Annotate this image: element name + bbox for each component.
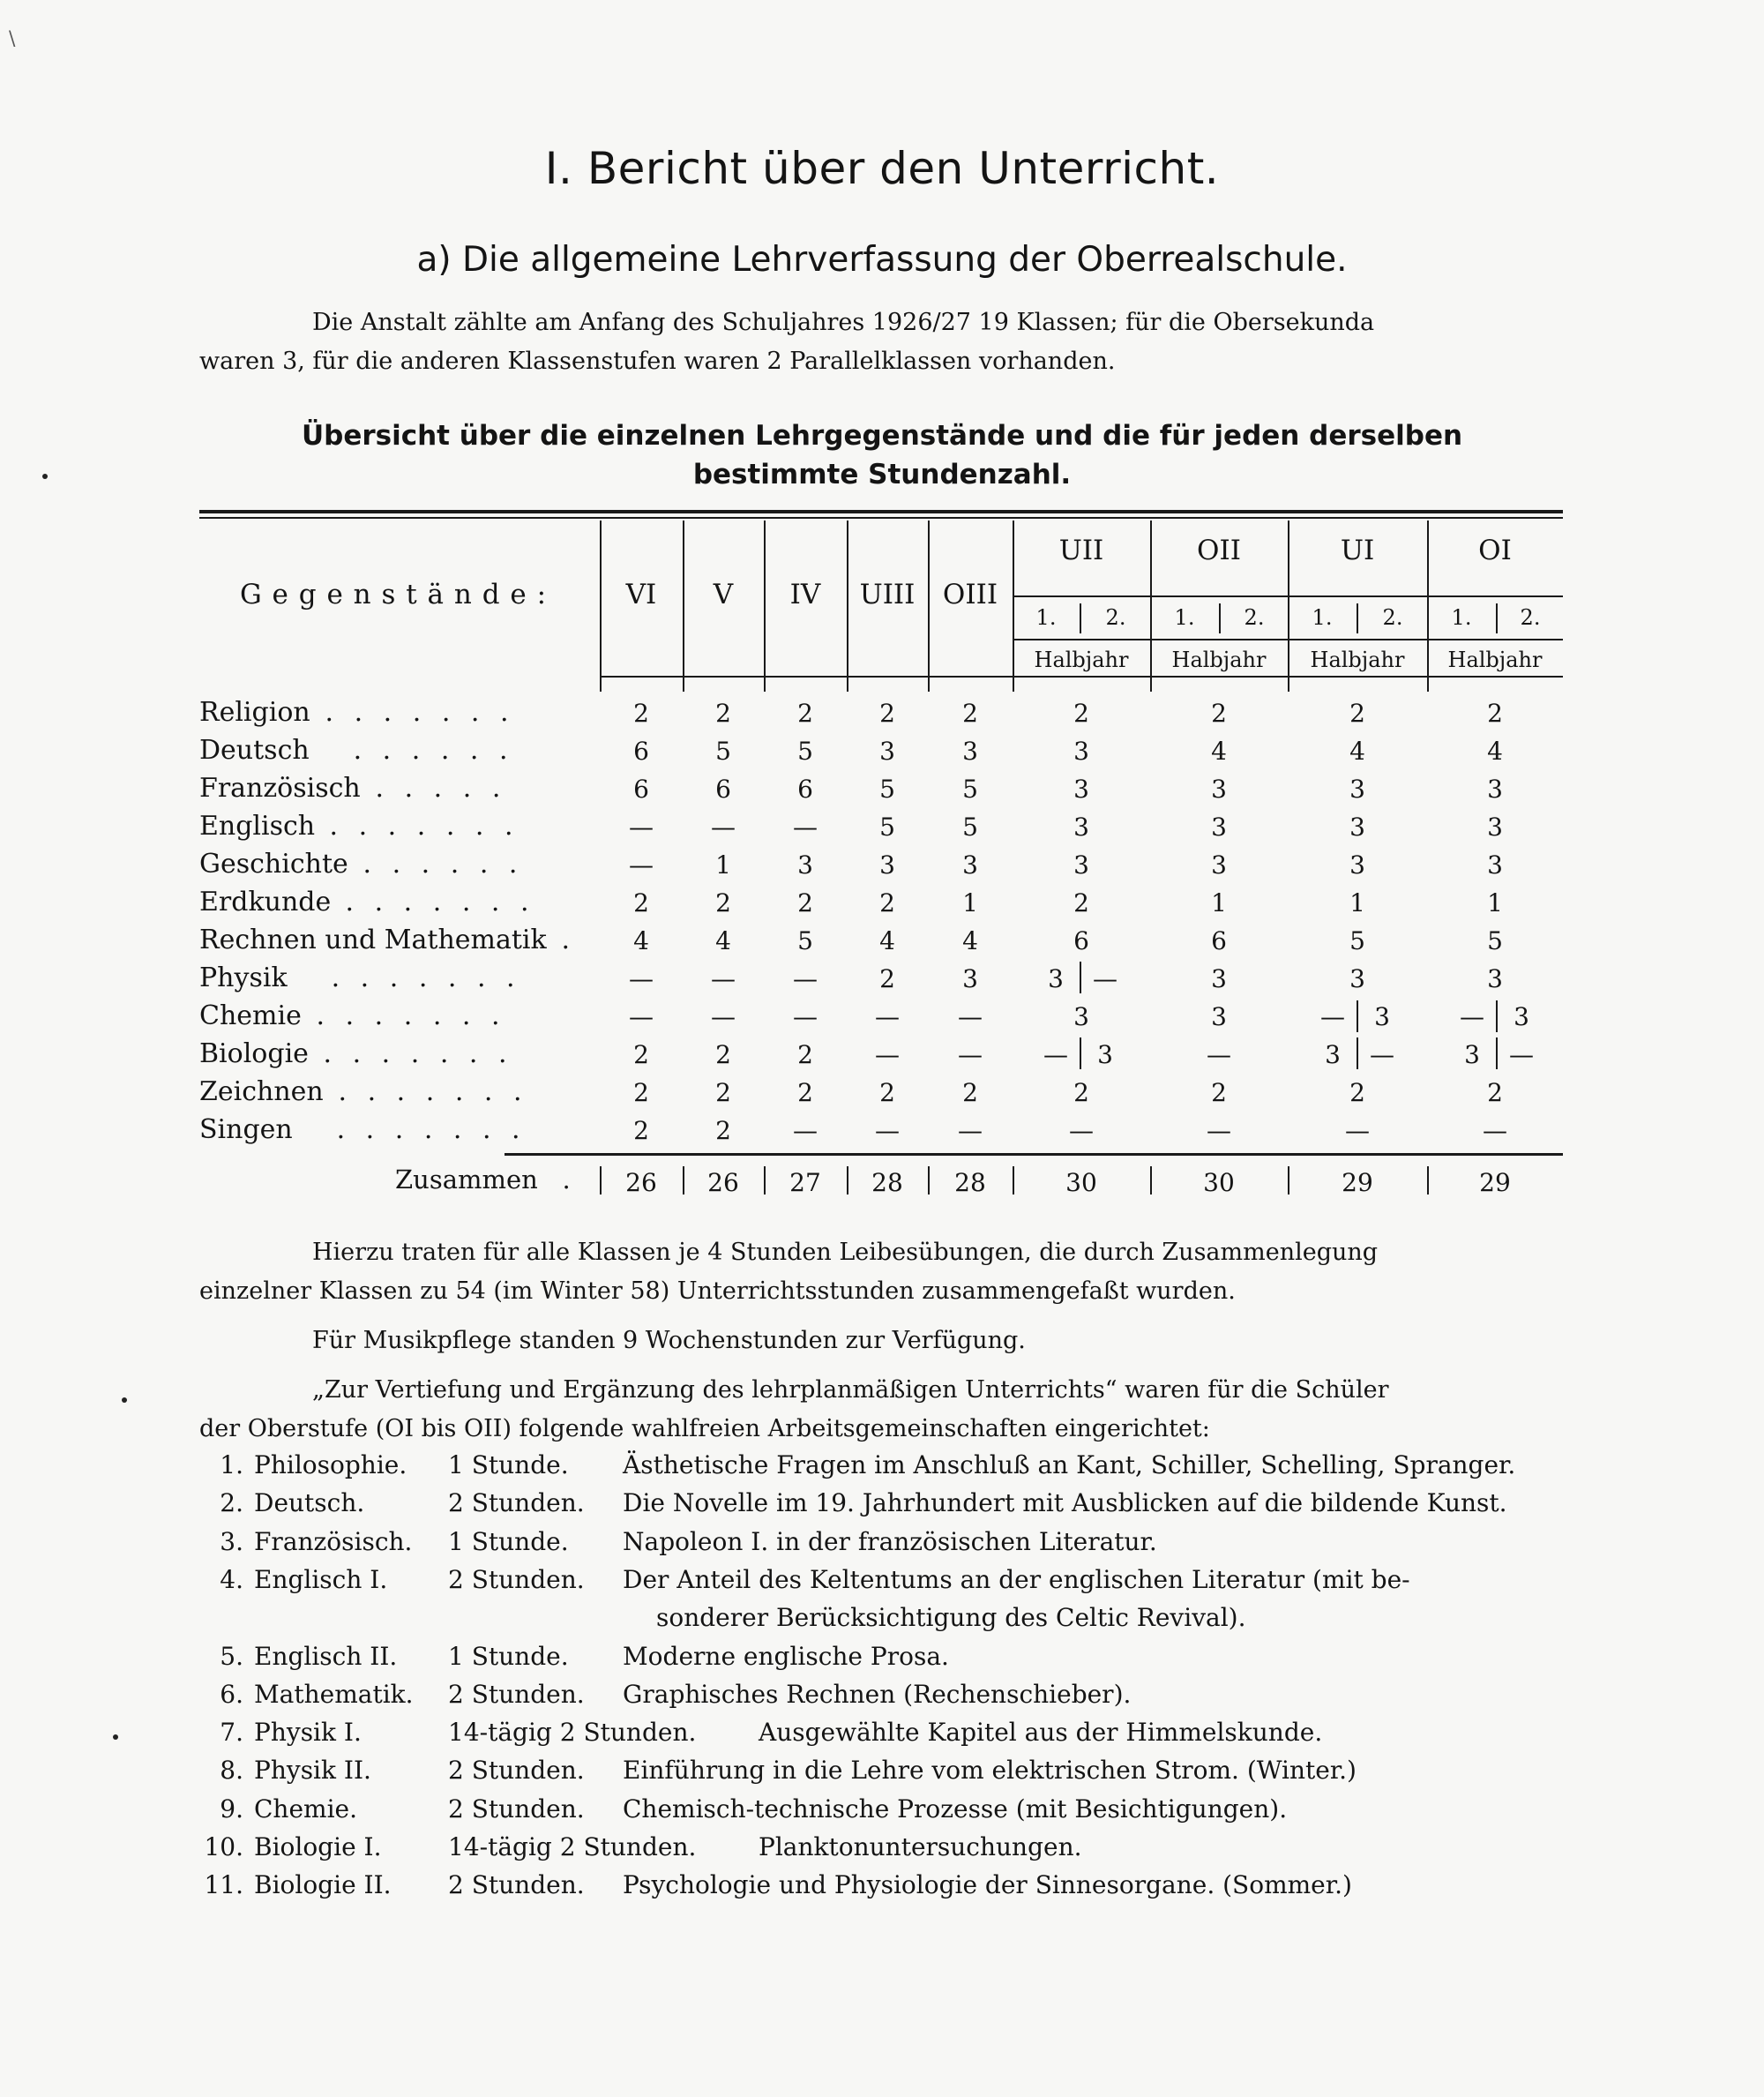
half-1-uii: 1. [1035, 605, 1057, 630]
dot-leader: . . . . . . . [302, 1000, 506, 1031]
table-cell: 2 [879, 964, 895, 993]
half-1-oi: 1. [1451, 605, 1472, 630]
dot-leader: . . . . . . . [310, 697, 515, 728]
table-cell: 3 [1487, 850, 1503, 880]
table-cell: — [711, 813, 736, 842]
table-cell: — [1207, 1116, 1231, 1145]
table-top-rule [199, 510, 1563, 513]
table-cell: — [793, 813, 818, 842]
course-item [199, 1870, 1575, 1909]
table-cell: 2 [715, 1040, 731, 1069]
group-header-ui: UI [1340, 535, 1375, 566]
half-2-uii: 2. [1105, 605, 1126, 630]
table-cell: — [1483, 1116, 1507, 1145]
table-cell: 3 [1073, 737, 1089, 766]
table-cell: 2 [1073, 699, 1089, 728]
course-subject: Mathematik. [254, 1679, 414, 1709]
subject-chemie: Chemie [199, 1000, 302, 1031]
subject-physik: Physik [199, 962, 288, 993]
course-topic: Ästhetische Fragen im Anschluß an Kant, Schiller, Schelling, Spranger. [623, 1450, 1516, 1479]
table-cell: 4 [1487, 737, 1503, 766]
col-rule [1427, 521, 1429, 676]
dot-leader: . . . . . . . [331, 887, 535, 917]
table-cell: — [629, 850, 654, 880]
table-cell: 3 [1211, 775, 1227, 804]
header-group-rule [1013, 595, 1563, 597]
col-header-uiii: UIII [859, 579, 916, 610]
table-cell: 2 [1487, 699, 1503, 728]
table-cell: 2 [879, 699, 895, 728]
subject-singen: Singen [199, 1114, 293, 1145]
music-line: Für Musikpflege standen 9 Wochenstunden zur Verfügung. [312, 1327, 1026, 1354]
col-tick [1013, 678, 1014, 692]
table-cell: 2 [879, 1078, 895, 1107]
split-mark [1080, 962, 1081, 993]
table-cell: 3 [1349, 775, 1365, 804]
course-item [199, 1756, 1575, 1794]
dot-leader: . . . . . . . [293, 1114, 527, 1145]
half-rule [1496, 603, 1498, 633]
table-cell: 4 [1349, 737, 1365, 766]
table-cell: 2 [797, 1078, 813, 1107]
table-cell: 3 [1211, 850, 1227, 880]
total-cell: 26 [707, 1168, 739, 1197]
table-cell: 3 [1211, 1002, 1227, 1031]
dot-leader: . . . . . . [310, 735, 514, 766]
dot-leader: . . . . . . . [288, 962, 521, 993]
col-header-v: V [713, 579, 734, 610]
course-subject: Physik II. [254, 1756, 371, 1786]
course-number: 6. [220, 1679, 243, 1709]
scan-dot [42, 474, 48, 479]
col-rule [1013, 521, 1014, 676]
course-item [199, 1718, 1575, 1756]
table-cell: 2 [715, 1116, 731, 1145]
course-number: 9. [220, 1794, 243, 1824]
subject-zeichnen: Zeichnen [199, 1076, 324, 1107]
dot-leader: . . . . . . . [315, 811, 519, 842]
col-tick [1288, 678, 1289, 692]
halbjahr-uii: Halbjahr [1034, 648, 1129, 672]
table-cell: — [1345, 1116, 1370, 1145]
group-header-oii: OII [1197, 535, 1241, 566]
course-number: 4. [220, 1564, 243, 1594]
table-cell: — [711, 964, 736, 993]
table-cell: 6 [1073, 926, 1089, 955]
table-cell: 2 [1349, 1078, 1365, 1107]
half-rule [1219, 603, 1221, 633]
course-subject: Biologie II. [254, 1870, 392, 1900]
dot-leader: . . . . . . . [309, 1038, 513, 1069]
table-cell: 3 [879, 850, 895, 880]
halbjahr-oii: Halbjahr [1171, 648, 1267, 672]
col-tick [1150, 678, 1152, 692]
working-groups-line-2: der Oberstufe (OI bis OII) folgende wahlfreien Arbeitsgemeinschaften eingerichtet: [199, 1415, 1210, 1442]
table-cell-split: 3 [1514, 1002, 1529, 1031]
table-cell-split: — [1370, 1040, 1394, 1069]
course-topic: Psychologie und Physiologie der Sinnesorgane. (Sommer.) [623, 1870, 1352, 1900]
half-2-ui: 2. [1382, 605, 1403, 630]
table-cell: 3 [962, 850, 978, 880]
course-number: 7. [220, 1718, 243, 1748]
table-cell: 2 [1487, 1078, 1503, 1107]
table-cell: — [875, 1040, 900, 1069]
subject-deutsch: Deutsch [199, 735, 310, 766]
subject-religion: Religion [199, 697, 310, 728]
col-rule [847, 521, 848, 676]
scan-dot [122, 1397, 127, 1403]
subject-biologie: Biologie [199, 1038, 309, 1069]
col-header-iv: IV [789, 579, 821, 610]
course-subject: Biologie I. [254, 1832, 382, 1861]
col-rule [928, 521, 930, 676]
table-cell: 5 [879, 775, 895, 804]
course-item [199, 1527, 1575, 1566]
col-header-oiii: OIII [942, 579, 998, 610]
table-cell: — [793, 1002, 818, 1031]
table-cell: 3 [797, 850, 813, 880]
table-cell: — [1069, 1116, 1094, 1145]
dot-leader: . [547, 925, 577, 955]
table-cell: 2 [633, 1040, 649, 1069]
table-title-line-1: Übersicht über die einzelnen Lehrgegenstände und die für jeden derselben [301, 420, 1463, 452]
table-cell: 2 [1073, 888, 1089, 917]
group-header-oi: OI [1478, 535, 1512, 566]
table-cell: 2 [715, 1078, 731, 1107]
col-tick [1427, 678, 1429, 692]
table-cell-split: — [1509, 1040, 1534, 1069]
table-cell: — [958, 1040, 983, 1069]
course-subject: Englisch I. [254, 1564, 388, 1594]
intro-line-1: Die Anstalt zählte am Anfang des Schuljahres 1926/27 19 Klassen; für die Obersekunda [312, 309, 1375, 336]
course-topic: Napoleon I. in der französischen Literatur. [623, 1526, 1157, 1556]
table-cell-split: — [1320, 1002, 1345, 1031]
split-mark [1357, 1000, 1358, 1032]
col-tick [683, 678, 684, 692]
table-cell: 3 [1349, 813, 1365, 842]
col-header-vi: VI [625, 579, 657, 610]
col-rule [764, 521, 766, 676]
table-cell-split: — [1093, 964, 1117, 993]
course-topic: Moderne englische Prosa. [623, 1641, 949, 1671]
total-cell: 30 [1203, 1168, 1235, 1197]
sports-paragraph [199, 1233, 1565, 1311]
half-2-oi: 2. [1520, 605, 1541, 630]
course-hours: 2 Stunden. [448, 1564, 585, 1594]
subject-rechnen-und-mathematik: Rechnen und Mathematik [199, 925, 547, 955]
header-bottom-rule [600, 676, 1563, 678]
col-rule [1150, 521, 1152, 676]
sports-line-2: einzelner Klassen zu 54 (im Winter 58) Unterrichtsstunden zusammengefaßt wurden. [199, 1277, 1236, 1305]
col-tick [764, 678, 766, 692]
halbjahr-ui: Halbjahr [1310, 648, 1405, 672]
table-cell-split: — [1460, 1002, 1484, 1031]
course-item [199, 1832, 1575, 1871]
half-2-oii: 2. [1244, 605, 1265, 630]
table-cell: 2 [633, 1078, 649, 1107]
table-cell: 1 [962, 888, 978, 917]
table-cell: 3 [1487, 964, 1503, 993]
table-cell-split: 3 [1097, 1040, 1113, 1069]
table-cell: — [958, 1116, 983, 1145]
course-topic: Chemisch-technische Prozesse (mit Besichtigungen). [623, 1794, 1288, 1824]
col-rule [600, 521, 602, 676]
course-hours: 2 Stunden. [448, 1679, 585, 1709]
course-number: 11. [204, 1870, 243, 1900]
total-cell: 29 [1479, 1168, 1511, 1197]
course-hours: 14-tägig 2 Stunden. [448, 1718, 697, 1748]
course-item [199, 1488, 1575, 1527]
course-subject: Französisch. [254, 1526, 413, 1556]
table-cell: — [629, 813, 654, 842]
total-col-rule [1427, 1166, 1429, 1195]
table-cell: 3 [879, 737, 895, 766]
table-cell: 1 [1349, 888, 1365, 917]
table-cell: — [629, 964, 654, 993]
split-mark [1080, 1037, 1081, 1069]
table-cell: — [793, 964, 818, 993]
course-hours: 1 Stunde. [448, 1450, 569, 1479]
course-item [199, 1450, 1575, 1489]
course-subject: Chemie. [254, 1794, 358, 1824]
course-item [199, 1680, 1575, 1719]
col-tick [847, 678, 848, 692]
table-cell: 2 [797, 699, 813, 728]
split-mark [1496, 1037, 1498, 1069]
table-cell-split: 3 [1048, 964, 1064, 993]
dot-leader: . . . . . [361, 773, 507, 804]
table-cell: 6 [797, 775, 813, 804]
section-heading: I. Bericht über den Unterricht. [544, 143, 1220, 194]
totals-label: Zusammen . [395, 1165, 571, 1195]
col-tick [928, 678, 930, 692]
music-paragraph [199, 1322, 1565, 1360]
course-hours: 1 Stunde. [448, 1526, 569, 1556]
table-cell: 2 [633, 1116, 649, 1145]
group-header-uii: UII [1058, 535, 1104, 566]
table-cell: — [958, 1002, 983, 1031]
subjects-header: G e g e n s t ä n d e : [239, 579, 548, 610]
intro-paragraph [199, 303, 1565, 381]
table-cell: 4 [962, 926, 978, 955]
table-cell: 3 [1349, 850, 1365, 880]
course-subject: Physik I. [254, 1718, 362, 1748]
table-cell: 4 [879, 926, 895, 955]
dot-leader: . . . . . . [348, 849, 524, 880]
total-col-rule [1013, 1166, 1014, 1195]
table-cell: 2 [879, 888, 895, 917]
total-cell: 27 [789, 1168, 821, 1197]
table-cell-split: — [1043, 1040, 1068, 1069]
table-cell: 5 [1487, 926, 1503, 955]
total-col-rule [928, 1166, 930, 1195]
table-cell-split: 3 [1325, 1040, 1341, 1069]
table-title [282, 416, 1482, 494]
working-groups-line-1: „Zur Vertiefung und Ergänzung des lehrplanmäßigen Unterrichts“ waren für die Schüler [312, 1376, 1389, 1404]
table-cell-split: 3 [1374, 1002, 1390, 1031]
table-cell: 3 [1073, 1002, 1089, 1031]
col-tick [600, 678, 602, 692]
table-cell: 3 [1211, 813, 1227, 842]
total-col-rule [1288, 1166, 1289, 1195]
course-hours: 2 Stunden. [448, 1794, 585, 1824]
scan-dot [113, 1734, 118, 1740]
table-cell: — [793, 1116, 818, 1145]
total-col-rule [764, 1166, 766, 1195]
table-cell: — [875, 1116, 900, 1145]
col-rule [683, 521, 684, 676]
table-cell: 4 [1211, 737, 1227, 766]
half-rule [1357, 603, 1358, 633]
course-item [199, 1565, 1575, 1604]
course-number: 2. [220, 1488, 243, 1518]
table-cell: 2 [797, 1040, 813, 1069]
table-cell: — [629, 1002, 654, 1031]
total-col-rule [683, 1166, 684, 1195]
totals-rule [505, 1153, 1563, 1156]
table-cell: 2 [1211, 1078, 1227, 1107]
course-topic: Die Novelle im 19. Jahrhundert mit Ausblicken auf die bildende Kunst. [623, 1488, 1507, 1518]
halbjahr-oi: Halbjahr [1447, 648, 1543, 672]
table-cell: 2 [1073, 1078, 1089, 1107]
total-cell: 28 [871, 1168, 903, 1197]
intro-line-2: waren 3, für die anderen Klassenstufen waren 2 Parallelklassen vorhanden. [199, 348, 1116, 375]
table-title-line-2: bestimmte Stundenzahl. [692, 459, 1072, 491]
table-cell: 5 [797, 737, 813, 766]
split-mark [1357, 1037, 1358, 1069]
section-subheading: a) Die allgemeine Lehrverfassung der Oberrealschule. [416, 240, 1348, 280]
table-cell: 4 [633, 926, 649, 955]
course-number: 3. [220, 1526, 243, 1556]
table-cell: 3 [1211, 964, 1227, 993]
subject-englisch: Englisch [199, 811, 316, 842]
table-cell: 2 [962, 699, 978, 728]
table-cell: 6 [715, 775, 731, 804]
table-cell: 1 [1211, 888, 1227, 917]
table-cell: 3 [1073, 775, 1089, 804]
half-1-oii: 1. [1174, 605, 1195, 630]
course-topic: Einführung in die Lehre vom elektrischen Strom. (Winter.) [623, 1756, 1357, 1786]
course-hours: 1 Stunde. [448, 1641, 569, 1671]
table-cell: 2 [715, 699, 731, 728]
course-hours: 14-tägig 2 Stunden. [448, 1832, 697, 1861]
course-item [199, 1794, 1575, 1833]
table-cell: 2 [1349, 699, 1365, 728]
table-cell: 5 [797, 926, 813, 955]
table-cell: — [711, 1002, 736, 1031]
table-cell: 3 [1073, 813, 1089, 842]
course-hours: 2 Stunden. [448, 1870, 585, 1900]
table-cell: 2 [633, 699, 649, 728]
table-cell: 5 [962, 813, 978, 842]
table-cell: 2 [1211, 699, 1227, 728]
total-cell: 28 [954, 1168, 986, 1197]
table-cell: 6 [1211, 926, 1227, 955]
table-cell: 1 [715, 850, 731, 880]
table-cell: 2 [797, 888, 813, 917]
table-cell: 3 [962, 964, 978, 993]
split-mark [1496, 1000, 1498, 1032]
total-cell: 26 [625, 1168, 657, 1197]
table-top-rule [199, 517, 1563, 519]
table-cell: 3 [1487, 813, 1503, 842]
subject-französisch: Französisch [199, 773, 361, 804]
table-cell: 2 [962, 1078, 978, 1107]
course-number: 5. [220, 1641, 243, 1671]
half-rule [1080, 603, 1081, 633]
table-cell: 3 [1349, 964, 1365, 993]
subject-erdkunde: Erdkunde [199, 887, 332, 917]
table-cell: 6 [633, 737, 649, 766]
sports-line-1: Hierzu traten für alle Klassen je 4 Stunden Leibesübungen, die durch Zusammenlegung [312, 1239, 1379, 1266]
course-subject: Philosophie. [254, 1450, 407, 1479]
table-cell: 6 [633, 775, 649, 804]
total-col-rule [1150, 1166, 1152, 1195]
table-cell: 4 [715, 926, 731, 955]
table-cell-split: 3 [1464, 1040, 1480, 1069]
subject-geschichte: Geschichte [199, 849, 348, 880]
table-cell: 2 [715, 888, 731, 917]
course-topic: Ausgewählte Kapitel aus der Himmelskunde. [759, 1718, 1323, 1748]
course-topic: Graphisches Rechnen (Rechenschieber). [623, 1679, 1132, 1709]
course-topic: Der Anteil des Keltentums an der englischen Literatur (mit be- [623, 1564, 1410, 1594]
totals-label-text: Zusammen [395, 1165, 538, 1195]
table-cell: 5 [879, 813, 895, 842]
table-cell: 5 [1349, 926, 1365, 955]
course-number: 8. [220, 1756, 243, 1786]
course-item [199, 1642, 1575, 1681]
table-cell: — [875, 1002, 900, 1031]
course-hours: 2 Stunden. [448, 1488, 585, 1518]
header-half-rule [1013, 639, 1563, 640]
course-subject: Deutsch. [254, 1488, 365, 1518]
table-cell: 3 [1073, 850, 1089, 880]
table-cell: 3 [962, 737, 978, 766]
scan-corner-mark: \ [9, 28, 16, 50]
course-topic-continuation: sonderer Berücksichtigung des Celtic Revival). [656, 1603, 1246, 1633]
course-subject: Englisch II. [254, 1641, 398, 1671]
half-1-ui: 1. [1312, 605, 1333, 630]
table-cell: 2 [633, 888, 649, 917]
table-cell: 5 [962, 775, 978, 804]
working-groups-paragraph [199, 1371, 1565, 1449]
course-number: 10. [204, 1832, 243, 1861]
course-topic: Planktonuntersuchungen. [759, 1832, 1082, 1861]
course-number: 1. [220, 1450, 243, 1479]
total-col-rule [847, 1166, 848, 1195]
table-cell: 1 [1487, 888, 1503, 917]
col-rule [1288, 521, 1289, 676]
table-cell: 3 [1487, 775, 1503, 804]
total-col-rule [600, 1166, 602, 1195]
total-cell: 30 [1065, 1168, 1097, 1197]
table-cell: — [1207, 1040, 1231, 1069]
dot-leader: . . . . . . . [324, 1076, 528, 1107]
table-cell: 5 [715, 737, 731, 766]
course-hours: 2 Stunden. [448, 1756, 585, 1786]
total-cell: 29 [1342, 1168, 1373, 1197]
